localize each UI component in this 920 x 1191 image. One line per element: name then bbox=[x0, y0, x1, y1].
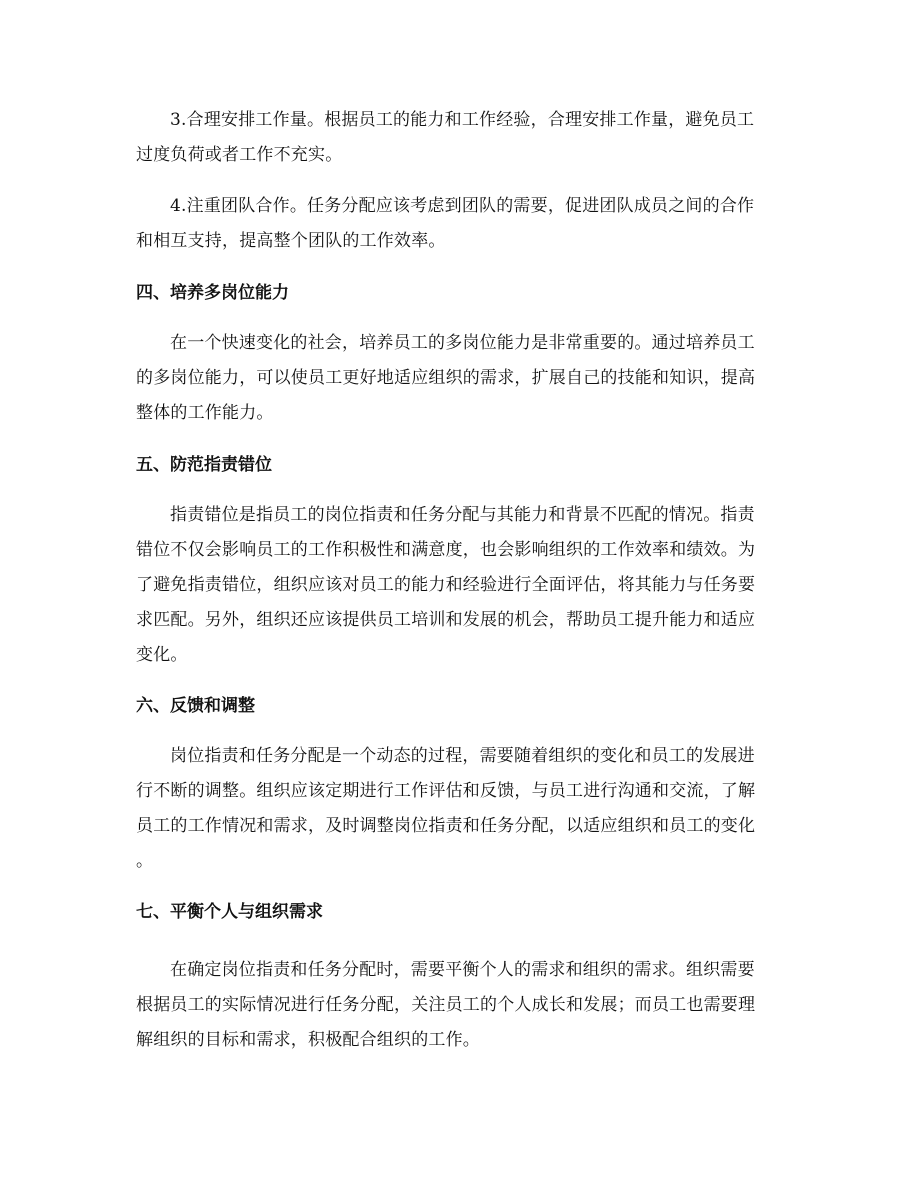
section-heading-5: 五、防范指责错位 bbox=[136, 455, 272, 475]
text-line: 了避免指责错位，组织应该对员工的能力和经验进行全面评估，将其能力与任务要 bbox=[136, 575, 756, 595]
text-line: 变化。 bbox=[136, 645, 188, 665]
paragraph-teamwork bbox=[136, 189, 786, 259]
text-line: 员工的工作情况和需求，及时调整岗位指责和任务分配，以适应组织和员工的变化 bbox=[136, 816, 756, 836]
text-line: 3.合理安排工作量。根据员工的能力和工作经验，合理安排工作量，避免员工 bbox=[170, 110, 755, 130]
text-line: 4.注重团队合作。任务分配应该考虑到团队的需要，促进团队成员之间的合作 bbox=[170, 196, 755, 216]
text-line: 错位不仅会影响员工的工作积极性和满意度，也会影响组织的工作效率和绩效。为 bbox=[136, 540, 756, 560]
text-line: 。 bbox=[136, 851, 154, 871]
text-line: 指责错位是指员工的岗位指责和任务分配与其能力和背景不匹配的情况。指责 bbox=[170, 505, 755, 525]
text-line: 的多岗位能力，可以使员工更好地适应组织的需求，扩展自己的技能和知识，提高 bbox=[136, 368, 756, 388]
paragraph-balance bbox=[136, 953, 786, 1058]
text-line: 岗位指责和任务分配是一个动态的过程，需要随着组织的变化和员工的发展进 bbox=[170, 746, 755, 766]
text-line: 过度负荷或者工作不充实。 bbox=[136, 145, 343, 165]
text-line: 在一个快速变化的社会，培养员工的多岗位能力是非常重要的。通过培养员工 bbox=[170, 333, 755, 353]
text-line: 整体的工作能力。 bbox=[136, 403, 274, 423]
text-line: 和相互支持，提高整个团队的工作效率。 bbox=[136, 231, 446, 251]
section-heading-6: 六、反馈和调整 bbox=[136, 696, 255, 716]
paragraph-multi-skill bbox=[136, 326, 786, 431]
paragraph-feedback bbox=[136, 739, 786, 879]
paragraph-workload bbox=[136, 103, 786, 173]
text-line: 解组织的目标和需求，积极配合组织的工作。 bbox=[136, 1030, 480, 1050]
text-line: 在确定岗位指责和任务分配时，需要平衡个人的需求和组织的需求。组织需要 bbox=[170, 960, 755, 980]
text-line: 根据员工的实际情况进行任务分配，关注员工的个人成长和发展；而员工也需要理 bbox=[136, 995, 756, 1015]
paragraph-role-mismatch bbox=[136, 498, 786, 673]
text-line: 行不断的调整。组织应该定期进行工作评估和反馈，与员工进行沟通和交流，了解 bbox=[136, 781, 756, 801]
section-heading-4: 四、培养多岗位能力 bbox=[136, 283, 289, 303]
section-heading-7: 七、平衡个人与组织需求 bbox=[136, 902, 323, 922]
text-line: 求匹配。另外，组织还应该提供员工培训和发展的机会，帮助员工提升能力和适应 bbox=[136, 610, 756, 630]
